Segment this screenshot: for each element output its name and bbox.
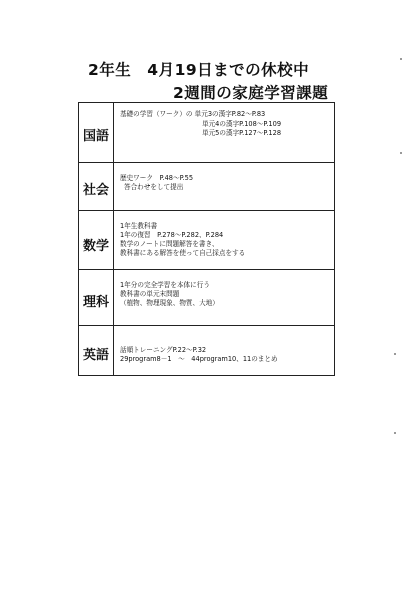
- task-line: 数学のノートに問題解答を書き、: [120, 240, 219, 248]
- task-line: 教科書にある解答を使って自己採点をする: [120, 249, 246, 257]
- task-line: 教科書の単元末問題: [120, 290, 180, 298]
- subject-row-english: [79, 325, 334, 378]
- task-line: 29program8－1 ～ 44program10、11のまとめ: [120, 355, 278, 363]
- subject-label: 数学: [82, 239, 109, 254]
- task-line: 基礎の学習（ワーク）の 単元3の漢字P.82～P.83: [120, 110, 266, 118]
- task-line: 答合わせをして提出: [124, 183, 184, 191]
- subject-row-social: [79, 162, 334, 211]
- task-line: 歴史ワーク P.48～P.55: [120, 174, 194, 182]
- task-line: （植物、物理現象、物質、大地）: [120, 299, 219, 307]
- task-line: 話順トレーニングP.22～P.32: [120, 346, 207, 354]
- task-line: 単元5の漢字P.127～P.128: [202, 129, 282, 137]
- subject-label: 社会: [82, 183, 109, 198]
- task-line: 単元4の漢字P.108～P.109: [202, 120, 282, 128]
- scan-speck: [394, 353, 396, 355]
- assignment-table: [78, 102, 335, 376]
- subject-label: 英語: [82, 348, 109, 363]
- subject-row-science: [79, 269, 334, 326]
- scan-speck: [400, 58, 402, 60]
- task-line: 1年生教科書: [120, 222, 158, 230]
- subject-label: 国語: [82, 129, 109, 144]
- scan-speck: [400, 152, 402, 154]
- task-line: 1年分の完全学習を本体に行う: [120, 281, 210, 289]
- subject-label: 理科: [82, 295, 109, 310]
- scan-speck: [394, 432, 396, 434]
- task-line: 1年の復習 P.278～P.282、P.284: [120, 231, 224, 239]
- subject-row-math: [79, 210, 334, 270]
- subject-row-japanese: [79, 103, 334, 162]
- title-line-1: 2年生 4月19日までの休校中: [88, 61, 310, 79]
- title-line-2: 2週間の家庭学習課題: [173, 84, 329, 102]
